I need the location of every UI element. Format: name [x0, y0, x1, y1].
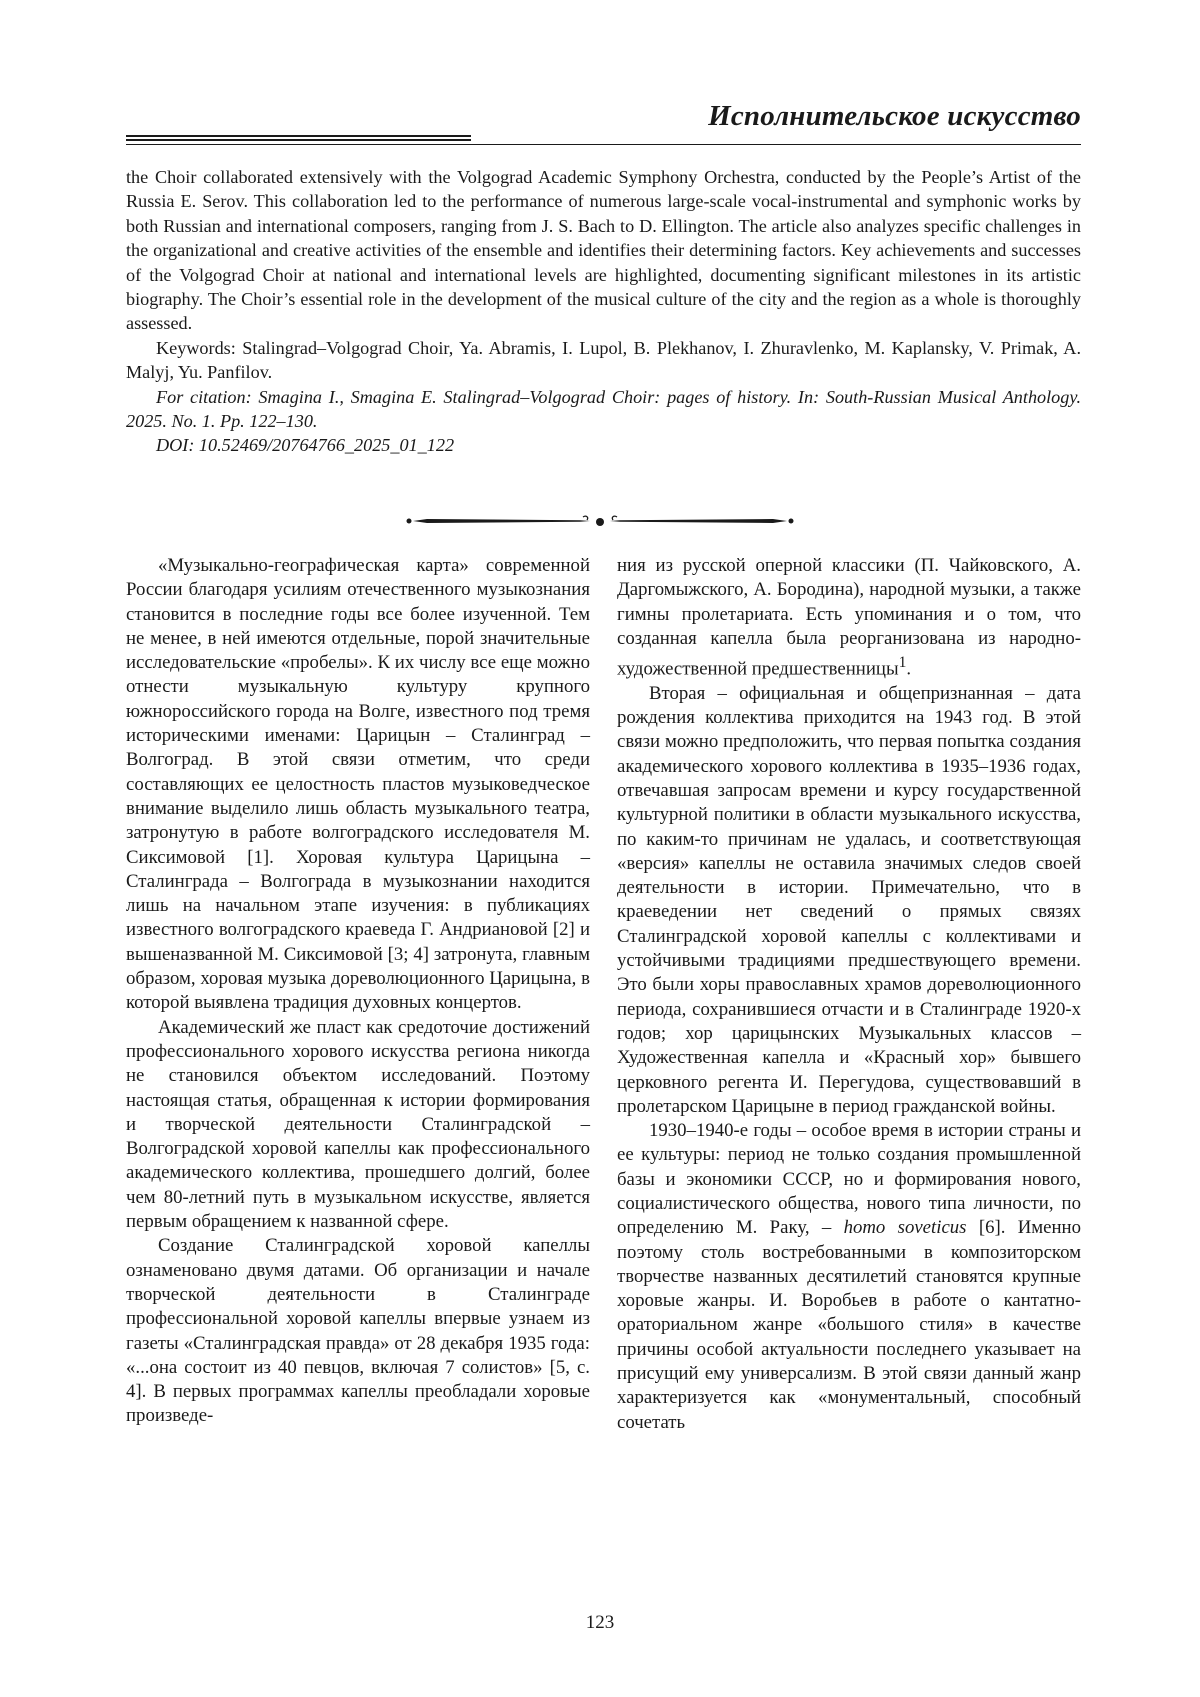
paragraph: [617, 1119, 1081, 1435]
footnote-marker: 1: [898, 654, 907, 672]
doi: DOI: 10.52469/20764766_2025_01_122: [156, 435, 455, 456]
paragraph-text: ния из русской оперной классики (П. Чайковского, А. Даргомыжского, А. Бородина), народной музыки, а также гимны пролетариата. Есть упоминания и о том, что созданная капелла была реорганизована из народно-художественной предшественницы: [617, 555, 1081, 680]
paragraph-text: [6]. Именно поэтому столь востребованными в композиторском творчестве названных десятилетий становятся крупные хоровые жанры. И. Воробьев в работе о кантатно-ораториальном жанре «большого стиля» в качестве причины особой актуальности последнего указывает на присущий ему универсализм. В этой связи данный жанр характеризуется как «монументальный, способный сочетать: [617, 1217, 1082, 1433]
ornament-divider: [405, 514, 795, 528]
abstract-text: the Choir collaborated extensively with the Volgograd Academic Symphony Orchestra, conducted by the People’s Artist of the Russia E. Serov. This collaboration led to the performance of numerous large-scale vocal-instrumental and symphonic works by both Russian and international composers, ranging from J. S. Bach to D. Ellington. The article also analyzes specific challenges in the organizational and creative activities of the ensemble and identifies their determining factors. Key achievements and successes of the Volgograd Choir at national and international levels are highlighted, documenting significant milestones in its artistic biography. The Choir’s essential role in the development of the musical culture of the city and the region as a whole is thoroughly assessed.: [126, 167, 1081, 334]
paragraph: Вторая – официальная и общепризнанная – дата рождения коллектива приходится на 1943 год. В этой связи можно предположить, что первая попытка создания академического хорового коллектива в 1935–1936 годах, отвечавшая запросам времени и курсу государственной культурной политики в области музыкального искусства, по каким-то причинам не удалась, и соответствующая «версия» капеллы не оставила значимых следов своей деятельности в истории. Примечательно, что в краеведении нет сведений о прямых связях Сталинградской хоровой капеллы с коллективами и устойчивыми традициями предшествующего времени. Это были хоры православных храмов дореволюционного периода, сохранившиеся отчасти и в Сталинграде 1920-х годов; хор царицынских Музыкальных классов – Художественная капелла и «Красный хор» бывшего церковного регента И. Перегудова, существовавший в пролетарском Царицыне в период гражданской войны.: [617, 682, 1081, 1117]
paragraph: «Музыкально-географическая карта» современной России благодаря усилиям отечественного музыкознания становится в последние годы все более изученной. Тем не менее, в ней имеются отдельные, порой значительные исследовательские «пробелы». К их числу все еще можно отнести музыкальную культуру крупного южнороссийского города на Волге, известного под тремя историческими именами: Царицын – Сталинград – Волгоград. В этой связи отметим, что среди составляющих ее целостность пластов музыковедческое внимание выделило лишь область музыкального театра, затронутую в работе волгоградского исследователя М. Сиксимовой [1]. Хоровая культура Царицына – Сталинграда – Волгограда в музыкознании находится лишь на начальном этапе изучения: в публикациях известного волгоградского краеведа Г. Андриановой [2] и вышеназванной М. Сиксимовой [3; 4] затронута, главным образом, хоровая музыка дореволюционного Царицына, в которой выявлена традиция духовных концертов.: [126, 555, 590, 1014]
section-title: Исполнительское искусство: [708, 100, 1081, 132]
page-number: 123: [585, 1612, 615, 1633]
abstract-block: [126, 165, 1081, 458]
header-decorative-rule: [126, 135, 471, 143]
paragraph: Создание Сталинградской хоровой капеллы ознаменовано двумя датами. Об организации и начале творческой деятельности в Сталинграде профессиональной хоровой капеллы впервые узнаем из газеты «Сталинградская правда» от 28 декабря 1935 года: «...она состоит из 40 певцов, включая 7 солистов» [5, с. 4]. В первых программах капеллы преобладали хоровые произведе-: [126, 1235, 590, 1427]
paragraph: Академический же пласт как средоточие достижений профессионального хорового искусства региона никогда не становился объектом исследований. Поэтому настоящая статья, обращенная к истории формирования и творческой деятельности Сталинградской – Волгоградской хоровой капеллы как профессионального академического коллектива, прошедшего долгий, более чем 80-летний путь в музыкальном искусстве, является первым обращением к названной сфере.: [126, 1016, 590, 1233]
paragraph-punct: .: [906, 658, 912, 680]
header-rule: [126, 144, 1081, 145]
italic-term: homo soveticus: [843, 1217, 967, 1239]
citation: For citation: Smagina I., Smagina E. Stalingrad–Volgograd Choir: pages of history. In: South-Russian Musical Anthology. 2025. No. 1. Pp. 122–130.: [126, 386, 1081, 432]
column-left: [126, 554, 590, 1429]
paragraph-text: 1930–1940-е годы – особое время в истории страны и ее культуры: период не только создания промышленной базы и экономики СССР, но и формирования нового, социалистического общества, нового типа личности, по определению М. Раку, –: [617, 1120, 1081, 1239]
keywords: Keywords: Stalingrad–Volgograd Choir, Ya. Abramis, I. Lupol, B. Plekhanov, I. Zhuravlenko, M. Kaplansky, V. Primak, A. Malyj, Yu. Panfilov.: [126, 337, 1081, 383]
paragraph: [617, 554, 1081, 682]
column-right: [617, 554, 1081, 1435]
